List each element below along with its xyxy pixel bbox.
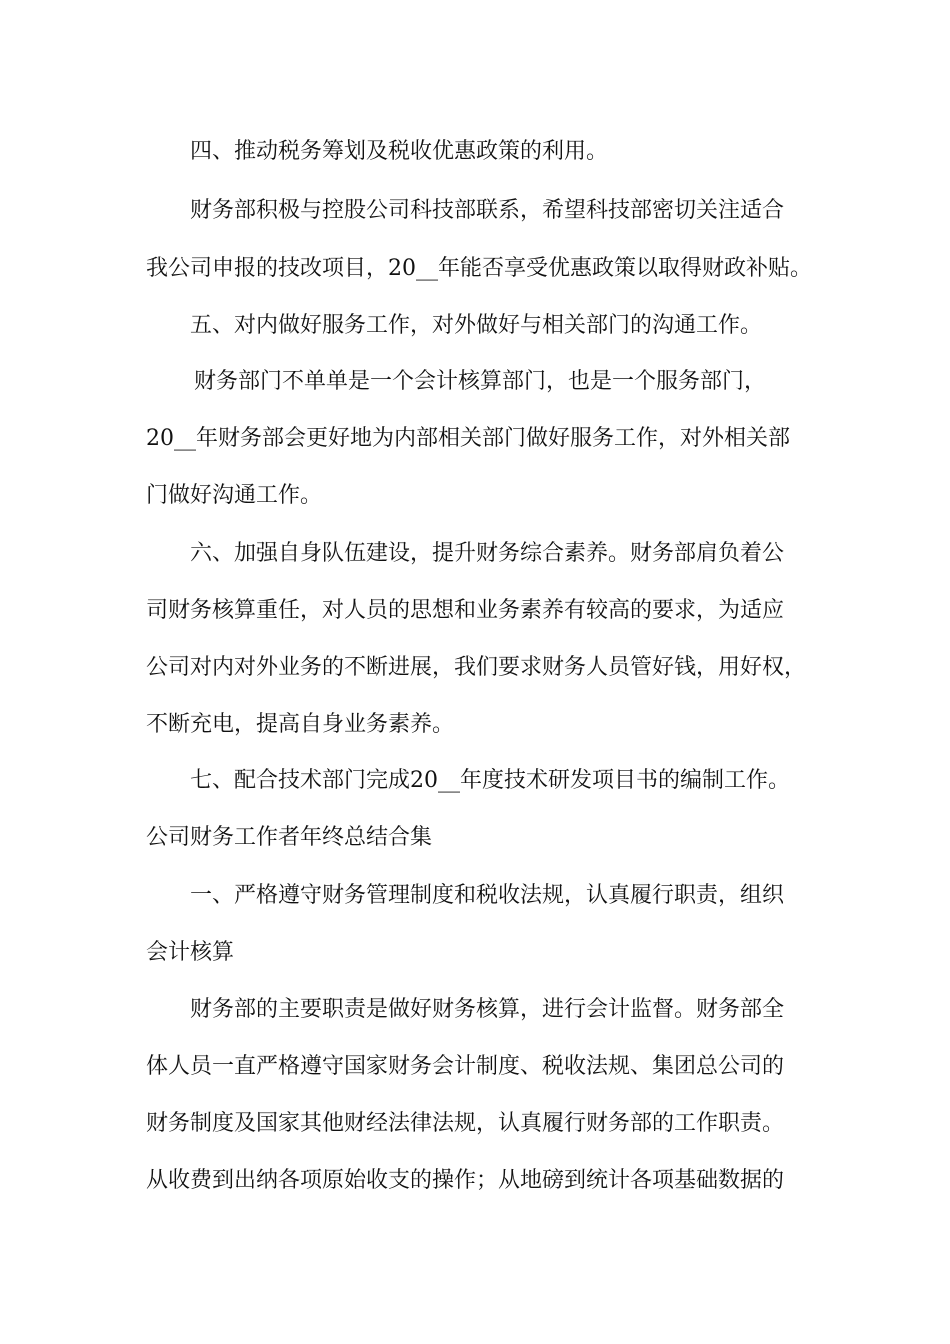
paragraph-line: 财务部积极与控股公司科技部联系，希望科技部密切关注适合 <box>190 198 785 223</box>
paragraph-line: 公司对内对外业务的不断进展，我们要求财务人员管好钱，用好权， <box>146 655 807 680</box>
paragraph-line: 财务部门不单单是一个会计核算部门，也是一个服务部门， <box>194 369 767 394</box>
section-title: 公司财务工作者年终总结合集 <box>146 825 433 850</box>
paragraph-line: 我公司申报的技改项目，20__年能否享受优惠政策以取得财政补贴。 <box>146 256 812 281</box>
heading-1: 一、严格遵守财务管理制度和税收法规，认真履行职责，组织 <box>190 883 785 908</box>
heading-4: 四、推动税务筹划及税收优惠政策的利用。 <box>190 139 609 164</box>
paragraph-line: 20__年财务部会更好地为内部相关部门做好服务工作，对外相关部 <box>146 426 790 451</box>
heading-7: 七、配合技术部门完成20__年度技术研发项目书的编制工作。 <box>190 768 790 793</box>
heading-6: 六、加强自身队伍建设，提升财务综合素养。财务部肩负着公 <box>190 541 785 566</box>
paragraph-line: 体人员一直严格遵守国家财务会计制度、税收法规、集团总公司的 <box>146 1054 785 1079</box>
paragraph-line: 门做好沟通工作。 <box>146 483 323 508</box>
paragraph-line: 不断充电，提高自身业务素养。 <box>146 712 455 737</box>
heading-5: 五、对内做好服务工作，对外做好与相关部门的沟通工作。 <box>190 313 763 338</box>
paragraph-line: 会计核算 <box>146 940 235 965</box>
paragraph-line: 财务制度及国家其他财经法律法规，认真履行财务部的工作职责。 <box>146 1111 785 1136</box>
paragraph-line: 从收费到出纳各项原始收支的操作；从地磅到统计各项基础数据的 <box>146 1168 785 1193</box>
paragraph-line: 财务部的主要职责是做好财务核算，进行会计监督。财务部全 <box>190 997 785 1022</box>
paragraph-line: 司财务核算重任，对人员的思想和业务素养有较高的要求，为适应 <box>146 598 785 623</box>
